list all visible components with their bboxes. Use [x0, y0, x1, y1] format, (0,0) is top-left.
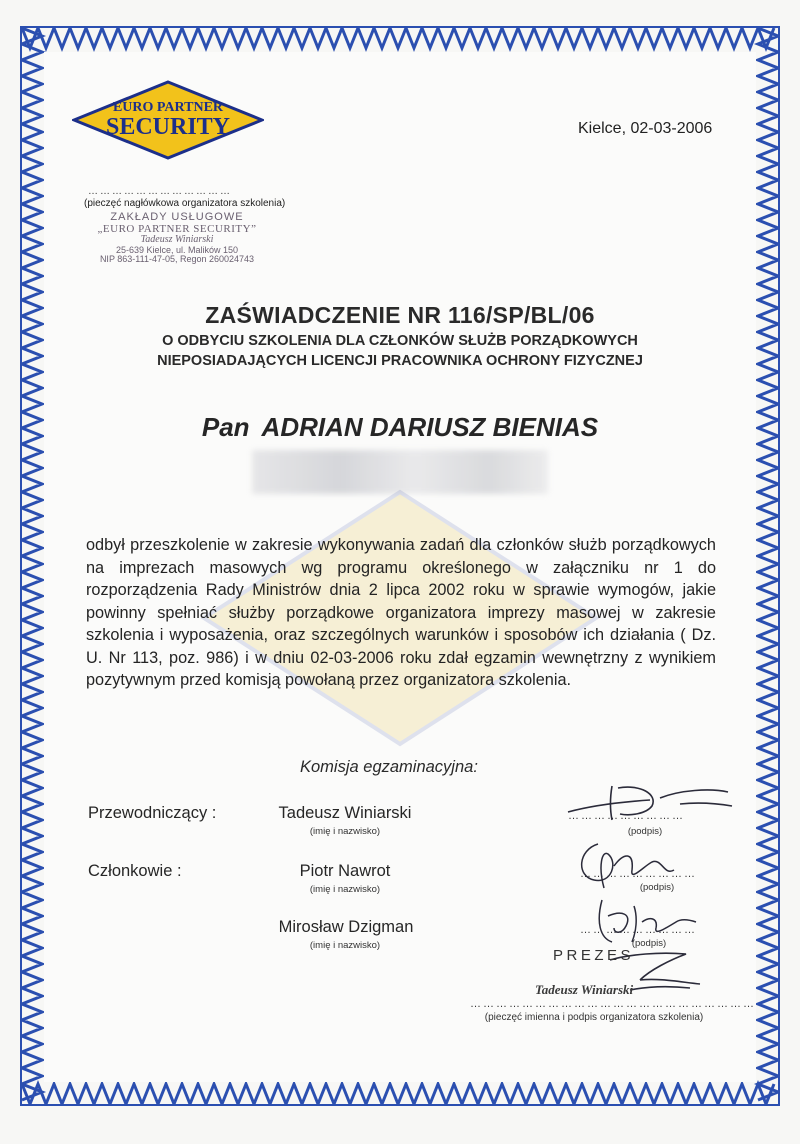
footer-caption: (pieczęć imienna i podpis organizatora szkolenia)	[484, 1012, 704, 1023]
stamp-line: „EURO PARTNER SECURITY”	[97, 222, 257, 235]
header-stamp	[82, 212, 272, 264]
stamp-line: 25-639 Kielce, ul. Malików 150	[115, 244, 239, 255]
recipient	[0, 412, 800, 443]
border-line	[20, 26, 780, 28]
stamp-line: ZAKŁADY USŁUGOWE	[110, 211, 244, 223]
member-name: Piotr Nawrot	[299, 862, 391, 880]
signature-caption: (podpis)	[631, 938, 667, 949]
certificate-body: odbył przeszkolenie w zakresie wykonywania zadań dla członków służb porządkowych na imprezach masowych wg programu określonego w załączniku nr 1 do rozporządzenia Rady Ministrów dnia 2 lipca 2002 roku w sprawie wymogów, jakie powinny spełniać służby porządkowe organizatora imprezy masowej w zakresie szkolenia i wyposażenia, oraz szczególnych warunków i sposobów ich działania ( Dz. U. Nr 113, poz. 986) i w dniu 02-03-2006 roku zdał egzamin wewnętrzny z wynikiem pozytywnym przed komisją powołaną przez organizatora szkolenia.	[86, 536, 716, 689]
chair-signature	[560, 776, 740, 826]
border-line	[20, 1104, 780, 1106]
signature-caption: (podpis)	[639, 882, 675, 893]
logo-line1: EURO PARTNER	[112, 100, 224, 115]
signature-dots: ………………………	[580, 924, 697, 936]
name-caption: (imię i nazwisko)	[309, 884, 381, 895]
signature-caption: (podpis)	[627, 826, 663, 837]
stamp-line: Tadeusz Winiarski	[140, 234, 214, 246]
stamp-caption: (pieczęć nagłówkowa organizatora szkolenia)	[84, 198, 286, 209]
signature-dots: ………………………	[580, 868, 697, 880]
border-zigzag	[22, 28, 42, 1100]
certificate-title: ZAŚWIADCZENIE NR 116/SP/BL/06	[205, 302, 595, 328]
name-caption: (imię i nazwisko)	[309, 940, 381, 951]
city-date: Kielce, 02-03-2006	[578, 120, 713, 137]
stamp-dots: ………………………………	[88, 186, 232, 197]
member-name: Mirosław Dzigman	[278, 918, 414, 936]
border-zigzag	[22, 28, 774, 48]
border-line	[20, 26, 22, 1106]
company-logo	[72, 80, 264, 165]
recipient-name: ADRIAN DARIUSZ BIENIAS	[261, 412, 599, 442]
border-zigzag	[22, 1084, 774, 1104]
signature-dots: ………………………	[568, 810, 685, 822]
recipient-prefix: Pan	[201, 412, 250, 442]
certificate-subtitle-line2: NIEPOSIADAJĄCYCH LICENCJI PRACOWNIKA OCHRONY FIZYCZNEJ	[157, 353, 643, 369]
member-signature	[568, 836, 708, 896]
border-zigzag	[758, 28, 778, 1100]
chair-name: Tadeusz Winiarski	[278, 804, 412, 822]
name-caption: (imię i nazwisko)	[309, 826, 381, 837]
border-line	[778, 26, 780, 1106]
stamp-name: Tadeusz Winiarski	[535, 982, 634, 997]
stamp-line: NIP 863-111-47-05, Regon 260024743	[99, 254, 255, 265]
certificate-subtitle-line1: O ODBYCIU SZKOLENIA DLA CZŁONKÓW SŁUŻB PORZĄDKOWYCH	[162, 333, 638, 349]
members-label: Członkowie :	[88, 862, 182, 880]
logo-line2: SECURITY	[105, 114, 231, 140]
chair-label: Przewodniczący :	[88, 804, 217, 822]
commission-heading: Komisja egzaminacyjna:	[300, 758, 478, 776]
footer-dots: …………………………………………………………	[470, 998, 756, 1010]
prezes-stamp: PREZES	[553, 947, 635, 964]
